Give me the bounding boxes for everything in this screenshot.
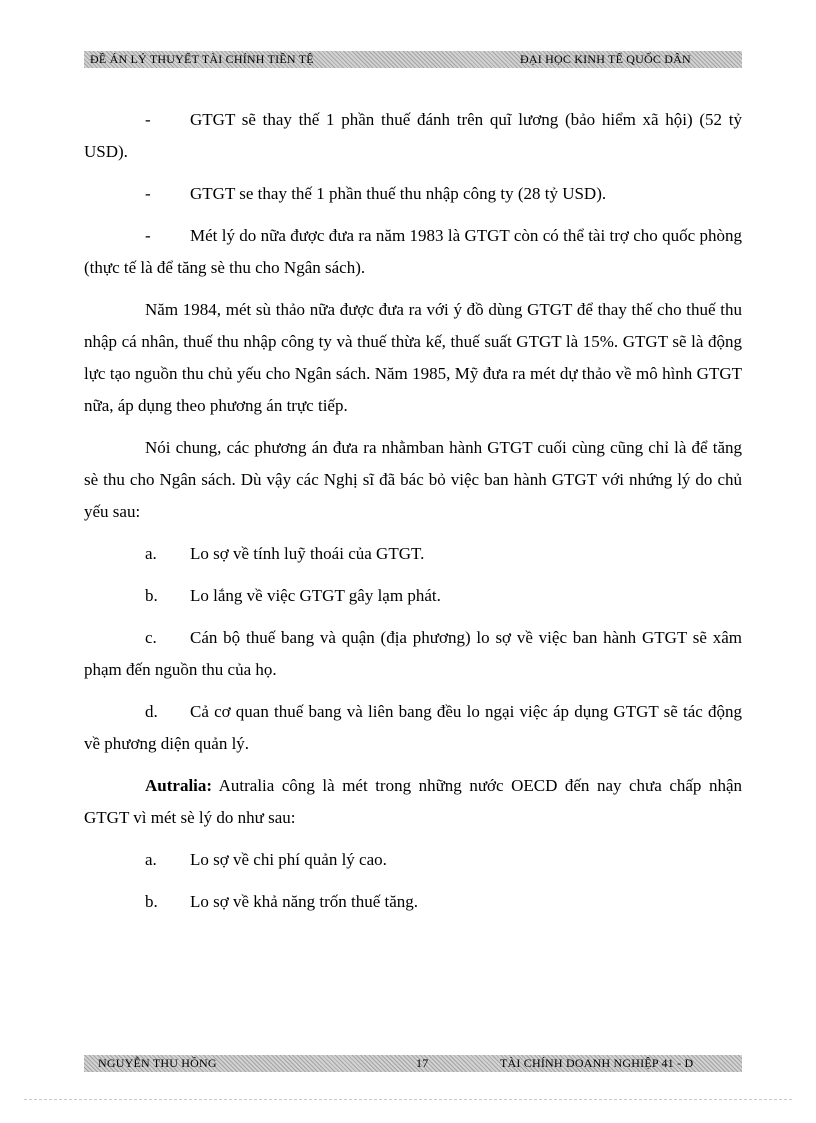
page-header <box>84 51 742 68</box>
bullet-marker: - <box>145 110 151 129</box>
list-text: Lo sợ về khả năng trốn thuế tăng. <box>190 892 419 911</box>
bullet-text: Mét lý do nữa được đưa ra năm 1983 là GTGT còn có thể tài trợ cho quốc phòng (thực tế là để tăng sè thu cho Ngân sách). <box>84 226 742 277</box>
list-text: Cán bộ thuế bang và quận (địa phương) lo sợ về việc ban hành GTGT sẽ xâm phạm đến nguồn thu của họ. <box>84 628 742 679</box>
header-right-title: ĐẠI HỌC KINH TẾ QUỐC DÂN <box>520 52 691 66</box>
footer-author: NGUYỄN THU HỒNG <box>98 1056 217 1070</box>
list-marker: a. <box>145 850 157 869</box>
bullet-text: GTGT sẽ thay thế 1 phần thuế đánh trên quĩ lương (bảo hiểm xã hội) (52 tỷ USD). <box>84 110 742 161</box>
page-number: 17 <box>416 1056 429 1070</box>
list-text: Lo lắng về việc GTGT gây lạm phát. <box>190 586 441 605</box>
list-item <box>84 622 742 686</box>
paragraph-1984: Năm 1984, mét sù thảo nữa được đưa ra với ý đồ dùng GTGT để thay thế cho thuế thu nhập cá nhân, thuế thu nhập công ty và thuế thừa kế, thuế suất GTGT là 15%. GTGT sẽ là động lực tạo nguồn thu chủ yếu cho Ngân sách. Năm 1985, Mỹ đưa ra mét dự thảo về mô hình GTGT nữa, áp dụng theo phương án trực tiếp. <box>84 300 742 415</box>
list-text: Lo sợ về tính luỹ thoái của GTGT. <box>190 544 425 563</box>
list-marker: b. <box>145 892 158 911</box>
australia-label: Autralia: <box>145 776 213 795</box>
paragraph-general: Nói chung, các phương án đưa ra nhằmban hành GTGT cuối cùng cũng chỉ là để tăng sè thu cho Ngân sách. Dù vậy các Nghị sĩ đã bác bỏ việc ban hành GTGT với nhứng lý do chủ yếu sau: <box>84 438 742 521</box>
list-marker: a. <box>145 544 157 563</box>
list-item <box>84 886 742 918</box>
bullet-item <box>84 178 742 210</box>
header-left-title: ĐỀ ÁN LÝ THUYẾT TÀI CHÍNH TIỀN TỆ <box>90 52 314 66</box>
page-footer <box>84 1055 742 1072</box>
list-marker: d. <box>145 702 158 721</box>
bullet-marker: - <box>145 184 151 203</box>
list-marker: c. <box>145 628 157 647</box>
bullet-marker: - <box>145 226 151 245</box>
list-text: Cả cơ quan thuế bang và liên bang đều lo ngại việc áp dụng GTGT sẽ tác động về phương diện quản lý. <box>84 702 742 753</box>
list-item <box>84 696 742 760</box>
paragraph-australia <box>84 770 742 834</box>
list-item <box>84 844 742 876</box>
bullet-item <box>84 104 742 168</box>
bullet-item <box>84 220 742 284</box>
page-bottom-divider <box>24 1099 792 1100</box>
footer-class: TÀI CHÍNH DOANH NGHIỆP 41 - D <box>500 1056 694 1070</box>
list-marker: b. <box>145 586 158 605</box>
list-item <box>84 580 742 612</box>
list-text: Lo sợ về chi phí quản lý cao. <box>190 850 387 869</box>
australia-text: Autralia công là mét trong những nước OECD đến nay chưa chấp nhận GTGT vì mét sè lý do như sau: <box>84 776 742 827</box>
bullet-text: GTGT se thay thế 1 phần thuế thu nhập công ty (28 tỷ USD). <box>190 184 607 203</box>
list-item <box>84 538 742 570</box>
document-body <box>84 104 742 918</box>
